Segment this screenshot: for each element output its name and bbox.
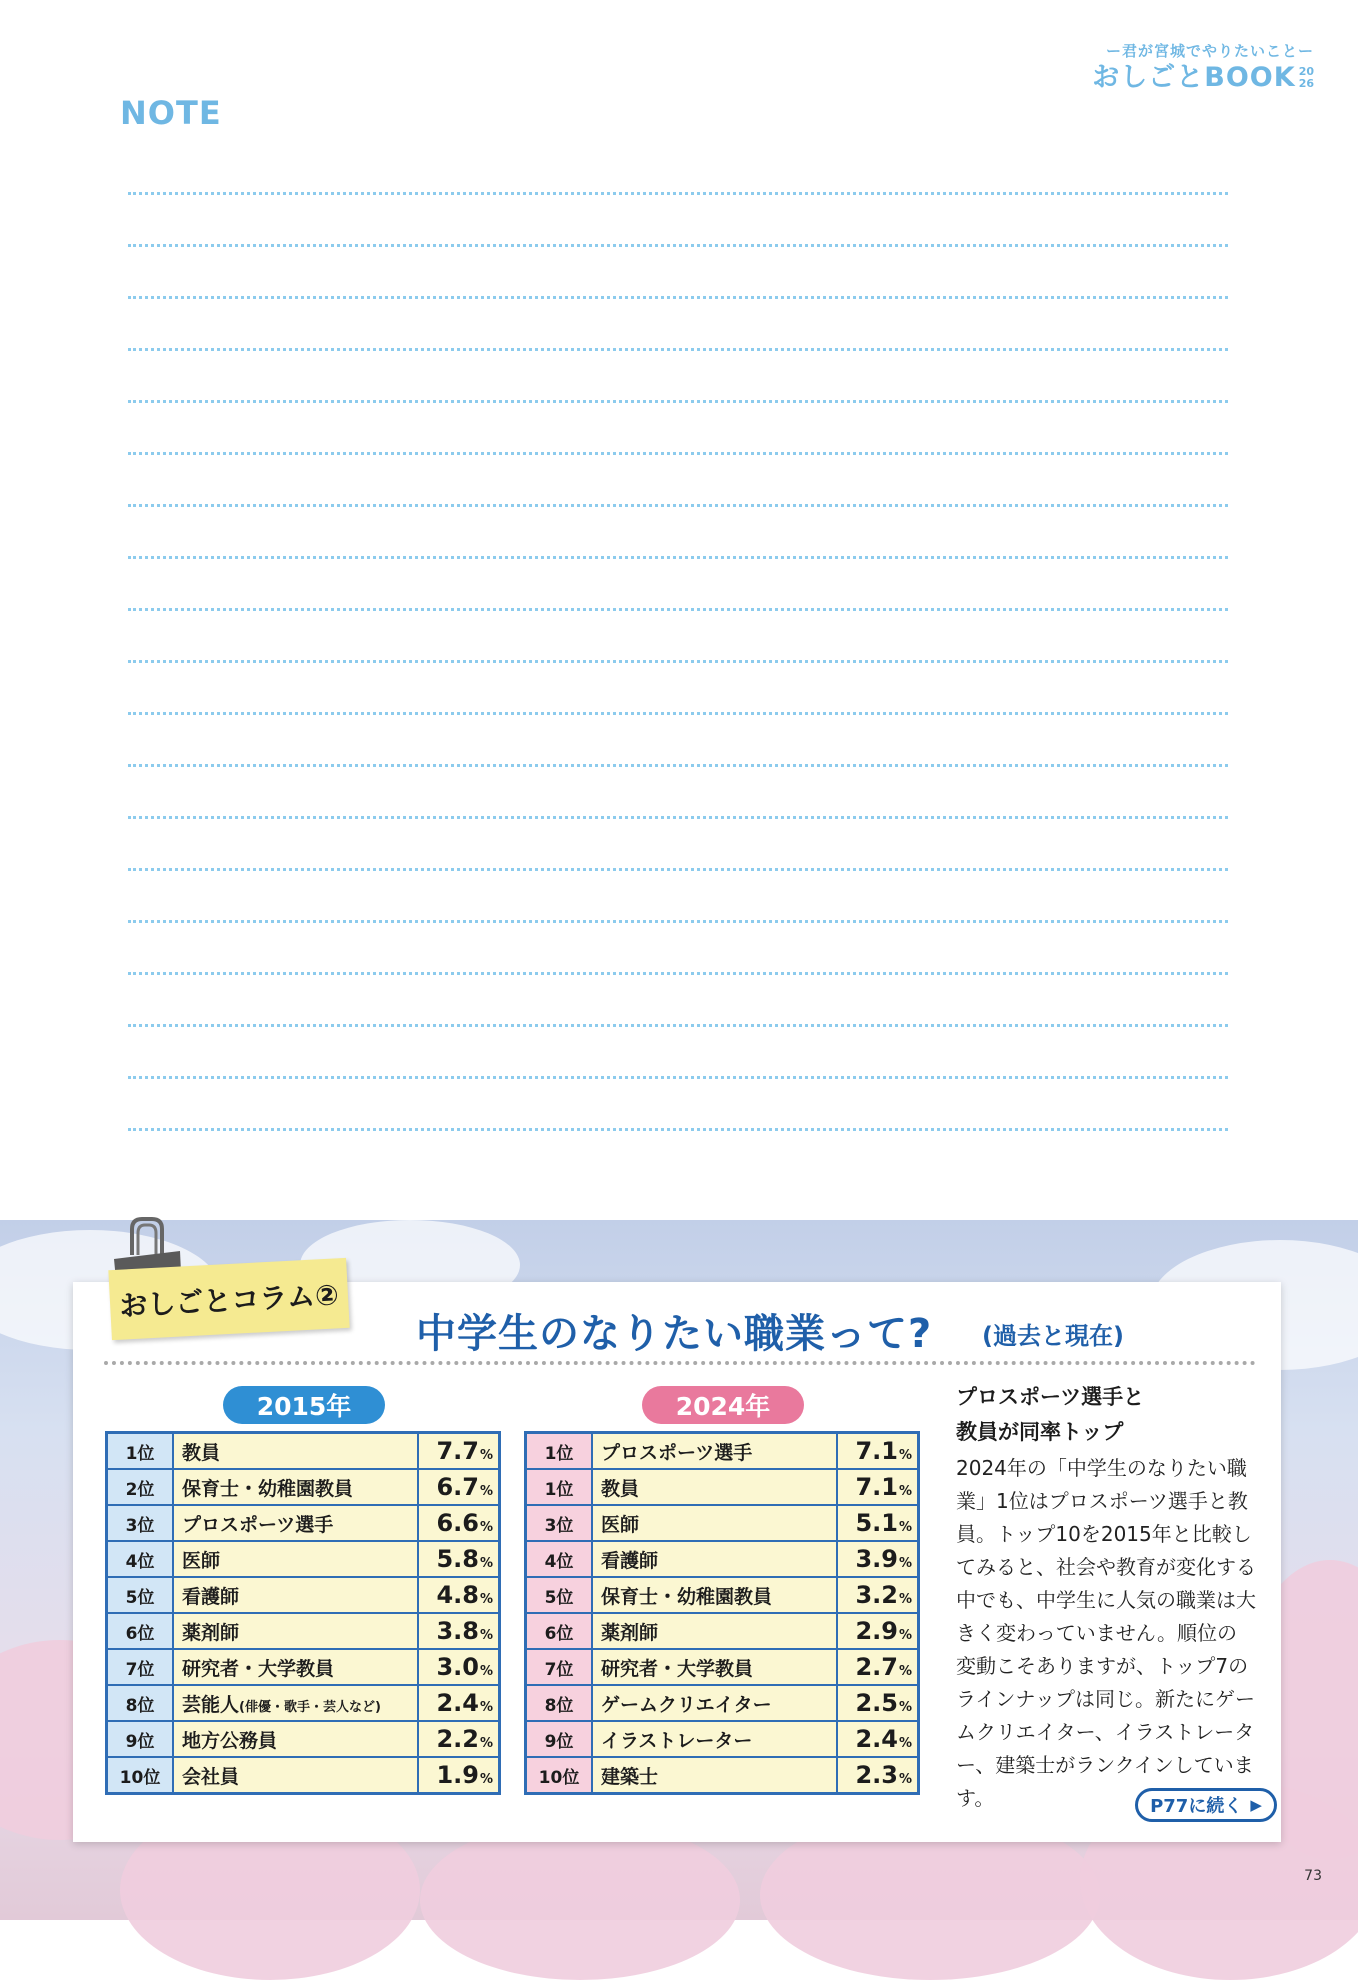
percent-cell	[418, 1649, 500, 1685]
year-badge-2024: 2024年	[642, 1386, 804, 1424]
table-row	[107, 1433, 500, 1470]
percent-value: 3.9	[855, 1545, 898, 1573]
job-cell	[592, 1469, 837, 1505]
brand-year-top: 20	[1298, 65, 1314, 78]
side-body-text: 2024年の「中学生のなりたい職業」1位はプロスポーツ選手と教員。トップ10を2015年と比較してみると、社会や教育が変化する中でも、中学生に人気の職業は大きく変わっていません。順位の変動こそありますが、トップ7のラインナップは同じ。新たにゲームクリエイター、イラストレーター、建築士がランクインしています。	[956, 1456, 1256, 1810]
percent-unit: %	[479, 1484, 493, 1499]
rank-cell: 1位	[526, 1469, 593, 1505]
page-number: 73	[1304, 1868, 1322, 1884]
job-name: 医師	[182, 1549, 221, 1572]
percent-cell	[837, 1649, 919, 1685]
column-tag-label: おしごとコラム②	[118, 1278, 340, 1323]
percent-cell	[418, 1613, 500, 1649]
note-line	[128, 556, 1228, 559]
percent-unit: %	[479, 1448, 493, 1463]
percent-cell	[418, 1685, 500, 1721]
percent-unit: %	[898, 1592, 912, 1607]
continue-label: P77に続く	[1150, 1796, 1243, 1817]
percent-cell	[418, 1505, 500, 1541]
table-row	[107, 1613, 500, 1649]
percent-unit: %	[898, 1628, 912, 1643]
note-line	[128, 192, 1228, 195]
percent-value: 2.2	[436, 1725, 479, 1753]
table-row	[526, 1613, 919, 1649]
job-cell	[173, 1685, 418, 1721]
continue-to-page-button[interactable]	[1135, 1788, 1277, 1822]
job-cell	[592, 1613, 837, 1649]
job-cell	[592, 1505, 837, 1541]
job-name: 薬剤師	[182, 1621, 240, 1644]
table-row	[107, 1757, 500, 1794]
percent-unit: %	[898, 1664, 912, 1679]
percent-value: 2.3	[855, 1761, 898, 1789]
job-cell	[592, 1685, 837, 1721]
percent-cell	[837, 1757, 919, 1794]
ranking-table-2024	[524, 1431, 920, 1795]
job-name: 看護師	[601, 1549, 659, 1572]
percent-value: 6.6	[436, 1509, 479, 1537]
percent-unit: %	[898, 1700, 912, 1715]
rank-cell: 1位	[526, 1433, 593, 1470]
percent-cell	[418, 1469, 500, 1505]
note-line	[128, 1024, 1228, 1027]
job-name: プロスポーツ選手	[182, 1513, 334, 1536]
note-lines	[128, 192, 1228, 1180]
percent-unit: %	[479, 1628, 493, 1643]
job-cell	[592, 1721, 837, 1757]
table-row	[526, 1469, 919, 1505]
job-cell	[592, 1541, 837, 1577]
job-cell	[592, 1757, 837, 1794]
table-row	[107, 1577, 500, 1613]
job-cell	[592, 1433, 837, 1470]
percent-value: 2.5	[855, 1689, 898, 1717]
brand-tagline: ー君が宮城でやりたいことー	[1105, 42, 1314, 60]
rank-cell: 1位	[107, 1433, 174, 1470]
job-cell	[173, 1613, 418, 1649]
percent-cell	[418, 1433, 500, 1470]
note-line	[128, 660, 1228, 663]
rank-cell: 6位	[526, 1613, 593, 1649]
job-name: 地方公務員	[182, 1729, 278, 1752]
percent-unit: %	[898, 1448, 912, 1463]
job-name: 保育士・幼稚園教員	[182, 1477, 354, 1500]
rank-cell: 3位	[107, 1505, 174, 1541]
job-name: 研究者・大学教員	[601, 1657, 754, 1680]
rank-cell: 9位	[526, 1721, 593, 1757]
column-tag	[108, 1258, 349, 1340]
percent-cell	[837, 1577, 919, 1613]
percent-value: 7.1	[855, 1437, 898, 1465]
percent-value: 6.7	[436, 1473, 479, 1501]
job-name: 会社員	[182, 1765, 240, 1788]
percent-unit: %	[898, 1736, 912, 1751]
percent-cell	[418, 1541, 500, 1577]
percent-cell	[837, 1469, 919, 1505]
note-line	[128, 244, 1228, 247]
table-row	[526, 1685, 919, 1721]
rank-cell: 8位	[526, 1685, 593, 1721]
note-line	[128, 920, 1228, 923]
title-divider	[104, 1361, 1256, 1365]
rank-cell: 7位	[107, 1649, 174, 1685]
percent-unit: %	[479, 1772, 493, 1787]
note-line	[128, 400, 1228, 403]
table-row	[526, 1505, 919, 1541]
note-line	[128, 972, 1228, 975]
job-cell	[173, 1577, 418, 1613]
percent-cell	[837, 1685, 919, 1721]
note-line	[128, 1076, 1228, 1079]
job-note: (俳優・歌手・芸人など)	[239, 1699, 381, 1715]
rank-cell: 8位	[107, 1685, 174, 1721]
percent-unit: %	[898, 1772, 912, 1787]
rank-cell: 10位	[107, 1757, 174, 1794]
note-line	[128, 504, 1228, 507]
brand-row	[1092, 63, 1314, 93]
job-cell	[592, 1577, 837, 1613]
job-cell	[173, 1469, 418, 1505]
rank-cell: 3位	[526, 1505, 593, 1541]
percent-value: 7.7	[436, 1437, 479, 1465]
job-cell	[173, 1757, 418, 1794]
percent-value: 3.2	[855, 1581, 898, 1609]
rank-cell: 7位	[526, 1649, 593, 1685]
job-name: プロスポーツ選手	[601, 1441, 753, 1464]
table-row	[107, 1541, 500, 1577]
percent-cell	[418, 1721, 500, 1757]
job-name: 芸能人	[182, 1693, 240, 1716]
job-cell	[592, 1649, 837, 1685]
rank-cell: 10位	[526, 1757, 593, 1794]
percent-value: 1.9	[436, 1761, 479, 1789]
brand-title: おしごとBOOK	[1092, 62, 1296, 93]
note-line	[128, 712, 1228, 715]
job-name: イラストレーター	[601, 1729, 753, 1752]
percent-cell	[837, 1613, 919, 1649]
percent-unit: %	[479, 1700, 493, 1715]
percent-value: 2.9	[855, 1617, 898, 1645]
percent-cell	[837, 1721, 919, 1757]
note-line	[128, 1128, 1228, 1131]
job-name: ゲームクリエイター	[601, 1693, 772, 1716]
table-row	[526, 1721, 919, 1757]
percent-value: 3.8	[436, 1617, 479, 1645]
percent-value: 2.7	[855, 1653, 898, 1681]
percent-value: 5.8	[436, 1545, 479, 1573]
year-badge-2015: 2015年	[223, 1386, 385, 1424]
job-cell	[173, 1721, 418, 1757]
percent-unit: %	[898, 1484, 912, 1499]
brand-year-bottom: 26	[1298, 77, 1314, 90]
note-line	[128, 868, 1228, 871]
note-line	[128, 452, 1228, 455]
percent-cell	[837, 1433, 919, 1470]
side-heading-line: 教員が同率トップ	[956, 1420, 1124, 1444]
rank-cell: 5位	[107, 1577, 174, 1613]
job-name: 保育士・幼稚園教員	[601, 1585, 773, 1608]
column-title: 中学生のなりたい職業って?	[416, 1311, 933, 1357]
percent-unit: %	[479, 1520, 493, 1535]
table-row	[107, 1505, 500, 1541]
job-name: 研究者・大学教員	[182, 1657, 335, 1680]
rank-cell: 2位	[107, 1469, 174, 1505]
rank-cell: 9位	[107, 1721, 174, 1757]
table-row	[107, 1649, 500, 1685]
column-subtitle: (過去と現在)	[982, 1322, 1124, 1350]
note-line	[128, 816, 1228, 819]
rank-cell: 6位	[107, 1613, 174, 1649]
percent-unit: %	[898, 1520, 912, 1535]
note-title: NOTE	[120, 94, 222, 132]
table-row	[526, 1757, 919, 1794]
job-cell	[173, 1433, 418, 1470]
note-line	[128, 296, 1228, 299]
percent-value: 2.4	[855, 1725, 898, 1753]
job-name: 建築士	[601, 1765, 659, 1788]
percent-cell	[418, 1757, 500, 1794]
table-row	[526, 1541, 919, 1577]
rank-cell: 5位	[526, 1577, 593, 1613]
job-cell	[173, 1649, 418, 1685]
job-name: 教員	[601, 1477, 640, 1500]
job-name: 教員	[182, 1441, 221, 1464]
job-cell	[173, 1541, 418, 1577]
side-heading-line: プロスポーツ選手と	[956, 1385, 1145, 1409]
play-arrow-icon: ▶	[1250, 1796, 1262, 1814]
job-cell	[173, 1505, 418, 1541]
percent-unit: %	[479, 1592, 493, 1607]
table-row	[107, 1685, 500, 1721]
table-row	[107, 1721, 500, 1757]
table-row	[526, 1649, 919, 1685]
side-heading	[956, 1380, 1256, 1450]
table-row	[107, 1469, 500, 1505]
job-name: 薬剤師	[601, 1621, 659, 1644]
brand-year	[1299, 66, 1314, 90]
book-brand	[1092, 40, 1314, 93]
rank-cell: 4位	[107, 1541, 174, 1577]
percent-value: 4.8	[436, 1581, 479, 1609]
percent-unit: %	[479, 1664, 493, 1679]
percent-cell	[418, 1577, 500, 1613]
percent-cell	[837, 1541, 919, 1577]
percent-cell	[837, 1505, 919, 1541]
percent-value: 2.4	[436, 1689, 479, 1717]
percent-unit: %	[479, 1556, 493, 1571]
table-row	[526, 1577, 919, 1613]
job-name: 看護師	[182, 1585, 240, 1608]
rank-cell: 4位	[526, 1541, 593, 1577]
job-name: 医師	[601, 1513, 640, 1536]
note-line	[128, 608, 1228, 611]
ranking-table-2015	[105, 1431, 501, 1795]
percent-value: 3.0	[436, 1653, 479, 1681]
note-line	[128, 348, 1228, 351]
note-line	[128, 764, 1228, 767]
percent-unit: %	[479, 1736, 493, 1751]
table-row	[526, 1433, 919, 1470]
percent-value: 5.1	[855, 1509, 898, 1537]
percent-value: 7.1	[855, 1473, 898, 1501]
percent-unit: %	[898, 1556, 912, 1571]
